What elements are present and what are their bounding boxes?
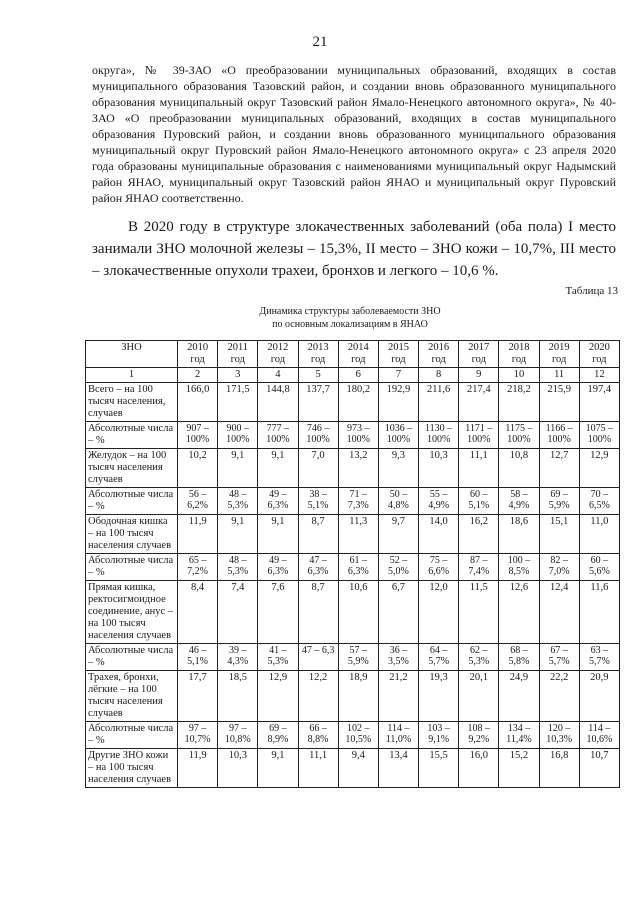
table-cell: 9,3 [378, 449, 418, 488]
table-cell: 9,1 [218, 515, 258, 554]
table-cell: 1130 – 100% [419, 422, 459, 449]
table-cell: 10,8 [499, 449, 539, 488]
table-cell: 137,7 [298, 383, 338, 422]
table-cell: 11,6 [579, 581, 619, 644]
table-cell: 70 – 6,5% [579, 488, 619, 515]
table-cell: 47 – 6,3 [298, 644, 338, 671]
table-row [86, 581, 620, 644]
year-word: год [431, 354, 446, 365]
table-cell: 18,5 [218, 671, 258, 722]
table-cell: 39 – 4,3% [218, 644, 258, 671]
table-cell: 97 – 10,8% [218, 722, 258, 749]
table-cell: 64 – 5,7% [419, 644, 459, 671]
table-cell: 108 – 9,2% [459, 722, 499, 749]
table-cell: 36 – 3,5% [378, 644, 418, 671]
table-cell: 55 – 4,9% [419, 488, 459, 515]
table-cell: 114 – 10,6% [579, 722, 619, 749]
table-cell: 16,2 [459, 515, 499, 554]
table-cell: 87 – 7,4% [459, 554, 499, 581]
table-row [86, 422, 620, 449]
table-cell: 49 – 6,3% [258, 488, 298, 515]
year-value: 2017 [468, 342, 490, 353]
table-row [86, 671, 620, 722]
table-cell: 71 – 7,3% [338, 488, 378, 515]
table-cell: 973 – 100% [338, 422, 378, 449]
table-cell: 215,9 [539, 383, 579, 422]
table-cell: 6,7 [378, 581, 418, 644]
table-cell: 20,1 [459, 671, 499, 722]
table-cell: 22,2 [539, 671, 579, 722]
table-cell: 13,2 [338, 449, 378, 488]
year-value: 2018 [508, 342, 530, 353]
year-value: 2012 [267, 342, 289, 353]
table-cell: 15,2 [499, 749, 539, 788]
table-cell: 9,7 [378, 515, 418, 554]
year-word: год [351, 354, 366, 365]
table-cell: 1166 – 100% [539, 422, 579, 449]
table-cell: 8,4 [178, 581, 218, 644]
table-cell: 11,9 [178, 749, 218, 788]
header-year-2014 [338, 341, 378, 368]
table-cell: 15,1 [539, 515, 579, 554]
table-cell: 7,6 [258, 581, 298, 644]
row-label: Ободочная кишка – на 100 тысяч населения случаев [86, 515, 178, 554]
table-cell: 18,9 [338, 671, 378, 722]
column-number: 6 [338, 368, 378, 383]
table-row [86, 554, 620, 581]
header-year-2016 [419, 341, 459, 368]
table-cell: 63 – 5,7% [579, 644, 619, 671]
row-label: Абсолютные числа – % [86, 488, 178, 515]
table-cell: 12,0 [419, 581, 459, 644]
table-cell: 144,8 [258, 383, 298, 422]
column-number: 7 [378, 368, 418, 383]
table-cell: 9,1 [258, 749, 298, 788]
table-cell: 65 – 7,2% [178, 554, 218, 581]
table-cell: 9,1 [258, 515, 298, 554]
column-number: 4 [258, 368, 298, 383]
table-cell: 218,2 [499, 383, 539, 422]
table-cell: 57 – 5,9% [338, 644, 378, 671]
table-cell: 9,1 [218, 449, 258, 488]
header-zno: ЗНО [86, 341, 178, 368]
year-word: год [270, 354, 286, 365]
table-cell: 180,2 [338, 383, 378, 422]
header-year-2010 [178, 341, 218, 368]
table-cell: 10,3 [218, 749, 258, 788]
year-value: 2015 [387, 342, 409, 353]
column-number: 2 [178, 368, 218, 383]
table-cell: 11,3 [338, 515, 378, 554]
year-word: год [511, 354, 527, 365]
row-label: Абсолютные числа – % [86, 722, 178, 749]
year-word: год [310, 354, 326, 365]
table-cell: 8,7 [298, 515, 338, 554]
table-row [86, 722, 620, 749]
row-label: Желудок – на 100 тысяч населения случаев [86, 449, 178, 488]
column-number-row [86, 368, 620, 383]
table-cell: 97 – 10,7% [178, 722, 218, 749]
table-cell: 10,7 [579, 749, 619, 788]
row-label: Всего – на 100 тысяч населения, случаев [86, 383, 178, 422]
summary-paragraph [92, 216, 616, 282]
column-number: 10 [499, 368, 539, 383]
table-cell: 134 – 11,4% [499, 722, 539, 749]
table-cell: 10,3 [419, 449, 459, 488]
table-row [86, 749, 620, 788]
table-cell: 777 – 100% [258, 422, 298, 449]
year-value: 2020 [588, 342, 610, 353]
table-cell: 50 – 4,8% [378, 488, 418, 515]
table-cell: 18,6 [499, 515, 539, 554]
table-cell: 9,4 [338, 749, 378, 788]
page-number: 21 [312, 34, 328, 50]
year-value: 2016 [428, 342, 450, 353]
table-cell: 13,4 [378, 749, 418, 788]
table-label: Таблица 13 [565, 285, 618, 297]
table-cell: 1175 – 100% [499, 422, 539, 449]
table-cell: 68 – 5,8% [499, 644, 539, 671]
table-caption [0, 305, 640, 331]
year-value: 2014 [347, 342, 369, 353]
year-word: год [391, 354, 406, 365]
table-cell: 11,1 [298, 749, 338, 788]
table-cell: 61 – 6,3% [338, 554, 378, 581]
header-year-2011 [218, 341, 258, 368]
table-cell: 7,0 [298, 449, 338, 488]
table-row [86, 515, 620, 554]
table-cell: 48 – 5,3% [218, 554, 258, 581]
year-value: 2013 [307, 342, 329, 353]
year-word: год [471, 354, 486, 365]
row-label: Абсолютные числа – % [86, 644, 178, 671]
table-cell: 100 – 8,5% [499, 554, 539, 581]
year-word: год [190, 354, 205, 365]
table-cell: 12,6 [499, 581, 539, 644]
table-cell: 41 – 5,3% [258, 644, 298, 671]
row-label: Прямая кишка, ректосигмоидное соединение, анус – на 100 тысяч населения случаев [86, 581, 178, 644]
table-cell: 21,2 [378, 671, 418, 722]
table-cell: 192,9 [378, 383, 418, 422]
table-cell: 75 – 6,6% [419, 554, 459, 581]
column-number: 1 [86, 368, 178, 383]
year-word: год [551, 354, 567, 365]
table-cell: 49 – 6,3% [258, 554, 298, 581]
table-cell: 60 – 5,1% [459, 488, 499, 515]
table-cell: 20,9 [579, 671, 619, 722]
table-cell: 120 – 10,3% [539, 722, 579, 749]
table-cell: 10,6 [338, 581, 378, 644]
table-cell: 66 – 8,8% [298, 722, 338, 749]
year-value: 2019 [548, 342, 570, 353]
table-cell: 1075 – 100% [579, 422, 619, 449]
column-number: 3 [218, 368, 258, 383]
column-number: 5 [298, 368, 338, 383]
table-cell: 14,0 [419, 515, 459, 554]
header-year-2017 [459, 341, 499, 368]
table-cell: 217,4 [459, 383, 499, 422]
summary-text: В 2020 году в структуре злокачественных заболеваний (оба пола) I место занимали ЗНО молочной железы – 15,3%, II место – ЗНО кожи – 10,7%, III место – злокачественные опухоли трахеи, бронхов и легкого – 10,6 %. [92, 219, 616, 279]
table-cell: 56 – 6,2% [178, 488, 218, 515]
table-cell: 67 – 5,7% [539, 644, 579, 671]
table-cell: 12,9 [258, 671, 298, 722]
table-cell: 12,7 [539, 449, 579, 488]
table-cell: 1171 – 100% [459, 422, 499, 449]
header-year-2019 [539, 341, 579, 368]
row-label: Трахея, бронхи, лёгкие – на 100 тысяч населения случаев [86, 671, 178, 722]
table-cell: 15,5 [419, 749, 459, 788]
header-year-2020 [579, 341, 619, 368]
header-year-2018 [499, 341, 539, 368]
row-label: Абсолютные числа – % [86, 422, 178, 449]
year-word: год [230, 354, 245, 365]
table-row [86, 488, 620, 515]
table-cell: 82 – 7,0% [539, 554, 579, 581]
table-cell: 11,1 [459, 449, 499, 488]
table-cell: 171,5 [218, 383, 258, 422]
table-cell: 46 – 5,1% [178, 644, 218, 671]
table-cell: 907 – 100% [178, 422, 218, 449]
table-cell: 211,6 [419, 383, 459, 422]
table-header-row [86, 341, 620, 368]
header-year-2015 [378, 341, 418, 368]
table-cell: 102 – 10,5% [338, 722, 378, 749]
table-cell: 12,2 [298, 671, 338, 722]
table-cell: 1036 – 100% [378, 422, 418, 449]
table-caption-line-2: по основным локализациям в ЯНАО [272, 319, 428, 330]
row-label: Абсолютные числа – % [86, 554, 178, 581]
table-cell: 7,4 [218, 581, 258, 644]
intro-paragraph: округа», № 39-ЗАО «О преобразовании муниципальных образований, входящих в состав муниципального образования Тазовский район, и создании вновь образованного муниципального образования муниципальный округ Тазовский район Ямало-Ненецкого автономного округа», № 40-ЗАО «О преобразовании муниципальных образований, входящих в состав муниципального образования Пуровский район, и создании вновь образованного муниципального образования муниципальный округ Пуровский район Ямало-Ненецкого автономного округа» с 23 апреля 2020 года образованы муниципальные образования с наименованиями муниципальный округ Надымский район ЯНАО, муниципальный округ Тазовский район ЯНАО и муниципальный округ Пуровский район ЯНАО соответственно. [92, 63, 616, 205]
table-cell: 69 – 8,9% [258, 722, 298, 749]
column-number: 12 [579, 368, 619, 383]
table-cell: 60 – 5,6% [579, 554, 619, 581]
table-cell: 12,9 [579, 449, 619, 488]
column-number: 8 [419, 368, 459, 383]
table-cell: 47 – 6,3% [298, 554, 338, 581]
header-year-2012 [258, 341, 298, 368]
year-value: 2010 [187, 342, 209, 353]
table-cell: 9,1 [258, 449, 298, 488]
table-cell: 114 – 11,0% [378, 722, 418, 749]
table-cell: 69 – 5,9% [539, 488, 579, 515]
table-cell: 19,3 [419, 671, 459, 722]
table-cell: 11,9 [178, 515, 218, 554]
table-cell: 17,7 [178, 671, 218, 722]
column-number: 11 [539, 368, 579, 383]
year-value: 2011 [227, 342, 249, 353]
table-cell: 62 – 5,3% [459, 644, 499, 671]
table-cell: 58 – 4,9% [499, 488, 539, 515]
table-row [86, 383, 620, 422]
table-cell: 103 – 9,1% [419, 722, 459, 749]
table-cell: 52 – 5,0% [378, 554, 418, 581]
table-cell: 11,0 [579, 515, 619, 554]
table-cell: 746 – 100% [298, 422, 338, 449]
header-year-2013 [298, 341, 338, 368]
table-cell: 8,7 [298, 581, 338, 644]
table-cell: 197,4 [579, 383, 619, 422]
table-cell: 10,2 [178, 449, 218, 488]
row-label: Другие ЗНО кожи – на 100 тысяч населения случаев [86, 749, 178, 788]
year-word: год [592, 354, 607, 365]
table-cell: 166,0 [178, 383, 218, 422]
table-cell: 12,4 [539, 581, 579, 644]
table-cell: 38 – 5,1% [298, 488, 338, 515]
table-cell: 11,5 [459, 581, 499, 644]
table-caption-line-1: Динамика структуры заболеваемости ЗНО [259, 306, 441, 317]
table-cell: 16,8 [539, 749, 579, 788]
column-number: 9 [459, 368, 499, 383]
table-row [86, 449, 620, 488]
table-row [86, 644, 620, 671]
table-cell: 900 – 100% [218, 422, 258, 449]
table-cell: 48 – 5,3% [218, 488, 258, 515]
zno-structure-table [85, 340, 620, 788]
table-cell: 24,9 [499, 671, 539, 722]
table-cell: 16,0 [459, 749, 499, 788]
